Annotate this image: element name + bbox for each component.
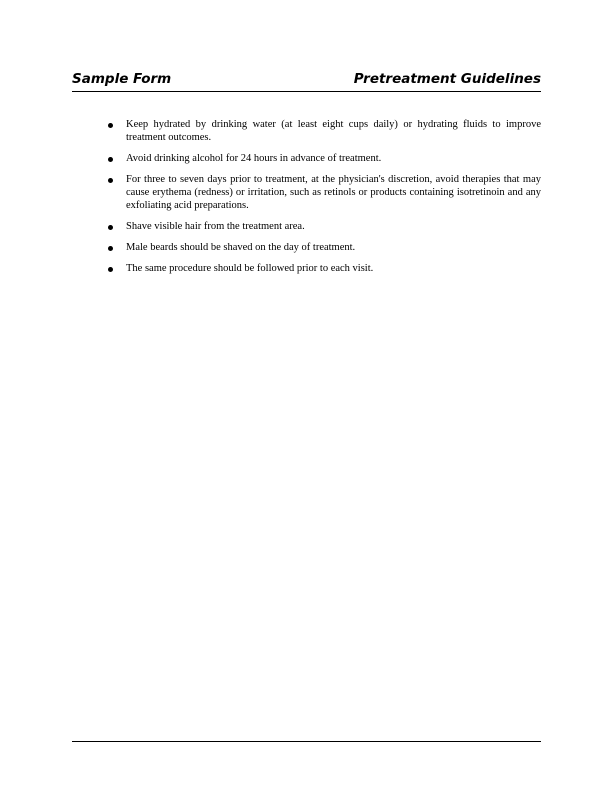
page-title: Pretreatment Guidelines [353,71,541,87]
list-item [108,118,541,144]
form-label: Sample Form [72,71,172,87]
guideline-text: Avoid drinking alcohol for 24 hours in advance of treatment. [126,153,382,164]
page-header [72,70,541,90]
guideline-text: Male beards should be shaved on the day of treatment. [126,242,356,253]
footer-divider [72,741,541,742]
bullet-icon [108,246,113,251]
list-item [108,173,541,212]
guidelines-list [108,118,541,283]
bullet-icon [108,225,113,230]
bullet-icon [108,157,113,162]
guideline-text: Keep hydrated by drinking water (at least eight cups daily) or hydrating fluids to improve treatment outcomes. [126,119,541,143]
list-item [108,262,541,275]
bullet-icon [108,123,113,128]
guideline-text: For three to seven days prior to treatment, at the physician's discretion, avoid therapies that may cause erythema (redness) or irritation, such as retinols or products containing isotretinoin and any exfoliating acid preparations. [126,174,541,211]
bullet-icon [108,267,113,272]
list-item [108,220,541,233]
guideline-text: The same procedure should be followed prior to each visit. [126,263,374,274]
bullet-icon [108,178,113,183]
list-item [108,152,541,165]
list-item [108,241,541,254]
header-divider [72,91,541,92]
guideline-text: Shave visible hair from the treatment area. [126,221,305,232]
